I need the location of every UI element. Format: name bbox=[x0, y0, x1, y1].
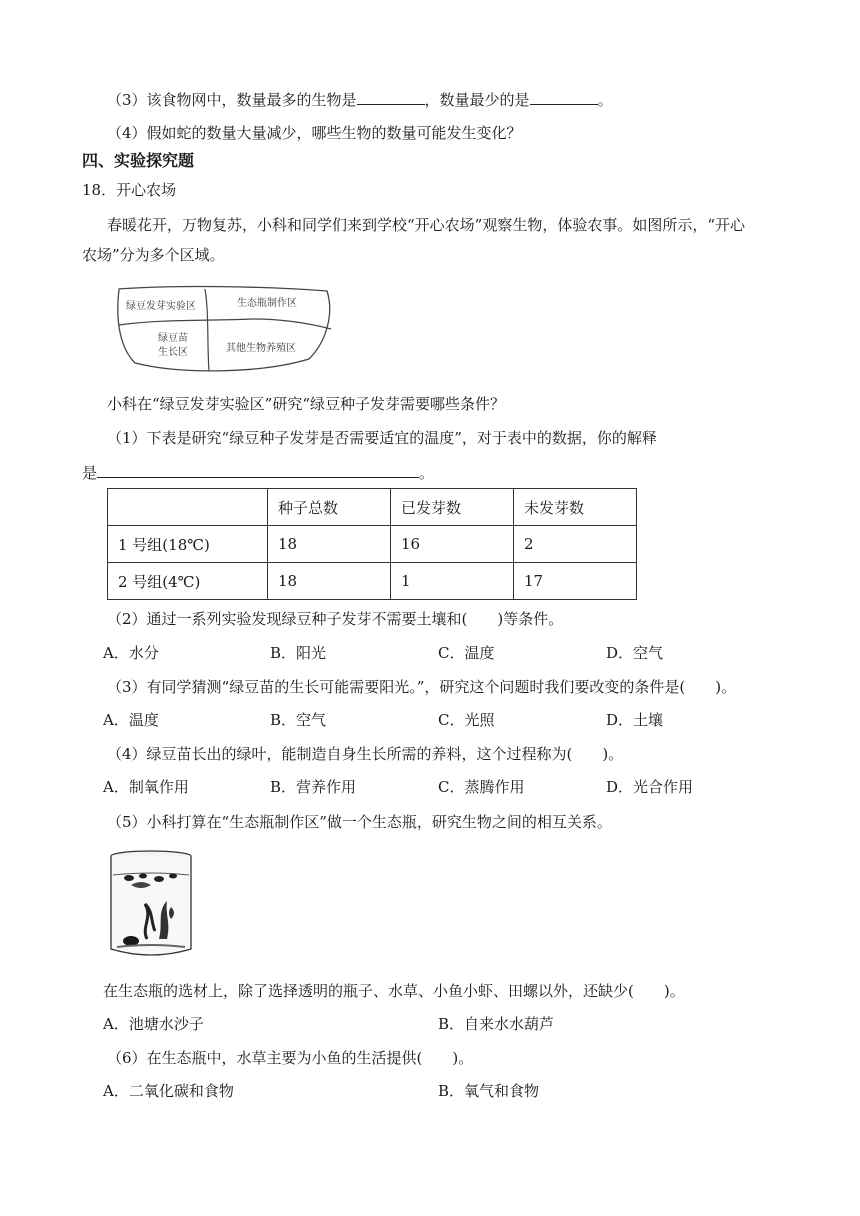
eco-bottle-illustration bbox=[107, 849, 195, 961]
option-b[interactable]: B．营养作用 bbox=[270, 778, 357, 796]
question-3-line bbox=[107, 88, 613, 111]
option-a[interactable]: A．水分 bbox=[103, 644, 159, 662]
option-a[interactable]: A．池塘水沙子 bbox=[103, 1015, 204, 1033]
option-b[interactable]: B．氧气和食物 bbox=[438, 1082, 540, 1100]
part-1-line-1: （1）下表是研究“绿豆种子发芽是否需要适宜的温度”，对于表中的数据，你的解释 bbox=[107, 429, 657, 447]
option-c[interactable]: C．光照 bbox=[438, 711, 495, 729]
part-6-question: （6）在生态瓶中，水草主要为小鱼的生活提供( )。 bbox=[107, 1049, 474, 1067]
table-cell: 18 bbox=[268, 563, 391, 600]
zone-label-other-organisms: 其他生物养殖区 bbox=[226, 343, 296, 354]
answer-blank[interactable] bbox=[97, 461, 419, 478]
option-a[interactable]: A．温度 bbox=[103, 711, 159, 729]
table-cell: 2 bbox=[514, 526, 637, 563]
option-d[interactable]: D．土壤 bbox=[606, 711, 664, 729]
zone-label-eco-bottle: 生态瓶制作区 bbox=[237, 298, 297, 309]
part-3-options bbox=[0, 709, 860, 731]
zone-label-seedling-line1: 绿豆苗 bbox=[158, 333, 188, 344]
part-5-question: （5）小科打算在“生态瓶制作区”做一个生态瓶，研究生物之间的相互关系。 bbox=[107, 813, 612, 831]
answer-blank[interactable] bbox=[357, 88, 425, 105]
part-3-question: （3）有同学猜测“绿豆苗的生长可能需要阳光。”，研究这个问题时我们要改变的条件是( )。 bbox=[107, 678, 737, 696]
table-cell: 16 bbox=[391, 526, 514, 563]
answer-blank[interactable] bbox=[530, 88, 598, 105]
table-header-row bbox=[108, 489, 637, 526]
table-cell: 17 bbox=[514, 563, 637, 600]
part-4-options bbox=[0, 776, 860, 798]
option-a[interactable]: A．制氧作用 bbox=[103, 778, 189, 796]
table-header-cell: 已发芽数 bbox=[391, 489, 514, 526]
option-b[interactable]: B．空气 bbox=[270, 711, 327, 729]
table-cell: 1 号组(18℃) bbox=[108, 526, 268, 563]
table-cell: 18 bbox=[268, 526, 391, 563]
option-c[interactable]: C．蒸腾作用 bbox=[438, 778, 525, 796]
farm-divider-horizontal bbox=[119, 319, 331, 329]
part-1-line-2 bbox=[82, 461, 434, 484]
zone-label-seedling-line2: 生长区 bbox=[158, 347, 188, 358]
intro-line-1: 春暖花开，万物复苏，小科和同学们来到学校“开心农场”观察生物，体验农事。如图所示，“开心 bbox=[107, 216, 746, 234]
option-b[interactable]: B．自来水水葫芦 bbox=[438, 1015, 555, 1033]
part-2-question: （2）通过一系列实验发现绿豆种子发芽不需要土壤和( )等条件。 bbox=[107, 610, 564, 628]
part-5-options bbox=[0, 1013, 860, 1035]
section-title: 四、实验探究题 bbox=[82, 151, 195, 170]
zone-label-mung-bean-germination: 绿豆发芽实验区 bbox=[126, 301, 196, 312]
q3-text-pre: （3）该食物网中，数量最多的生物是 bbox=[107, 91, 357, 109]
option-c[interactable]: C．温度 bbox=[438, 644, 495, 662]
part-1-pre: 是 bbox=[82, 464, 98, 482]
germination-data-table bbox=[107, 488, 637, 600]
study-line: 小科在“绿豆发芽实验区”研究“绿豆种子发芽需要哪些条件？ bbox=[107, 395, 506, 413]
option-d[interactable]: D．光合作用 bbox=[606, 778, 694, 796]
farm-zone-diagram bbox=[113, 283, 335, 375]
part-4-question: （4）绿豆苗长出的绿叶，能制造自身生长所需的养料，这个过程称为( )。 bbox=[107, 745, 624, 763]
table-cell: 2 号组(4℃) bbox=[108, 563, 268, 600]
table-row bbox=[108, 563, 637, 600]
table-header-cell bbox=[108, 489, 268, 526]
part-6-options bbox=[0, 1080, 860, 1102]
farm-outline bbox=[118, 287, 330, 371]
question-4-line: （4）假如蛇的数量大量减少，哪些生物的数量可能发生变化？ bbox=[107, 124, 522, 142]
table-row bbox=[108, 526, 637, 563]
intro-line-2: 农场”分为多个区域。 bbox=[82, 246, 225, 264]
part-1-post: 。 bbox=[419, 464, 435, 482]
question-18-title: 18．开心农场 bbox=[82, 181, 177, 199]
option-b[interactable]: B．阳光 bbox=[270, 644, 327, 662]
option-a[interactable]: A．二氧化碳和食物 bbox=[103, 1082, 234, 1100]
table-cell: 1 bbox=[391, 563, 514, 600]
farm-divider-vertical bbox=[205, 289, 209, 371]
option-d[interactable]: D．空气 bbox=[606, 644, 664, 662]
part-5-subquestion: 在生态瓶的选材上，除了选择透明的瓶子、水草、小鱼小虾、田螺以外，还缺少( )。 bbox=[103, 982, 685, 1000]
table-header-cell: 未发芽数 bbox=[514, 489, 637, 526]
q3-text-post: 。 bbox=[597, 91, 613, 109]
table-header-cell: 种子总数 bbox=[268, 489, 391, 526]
q3-text-mid: ，数量最少的是 bbox=[424, 91, 530, 109]
part-2-options bbox=[0, 642, 860, 664]
bottle-body bbox=[111, 856, 191, 955]
